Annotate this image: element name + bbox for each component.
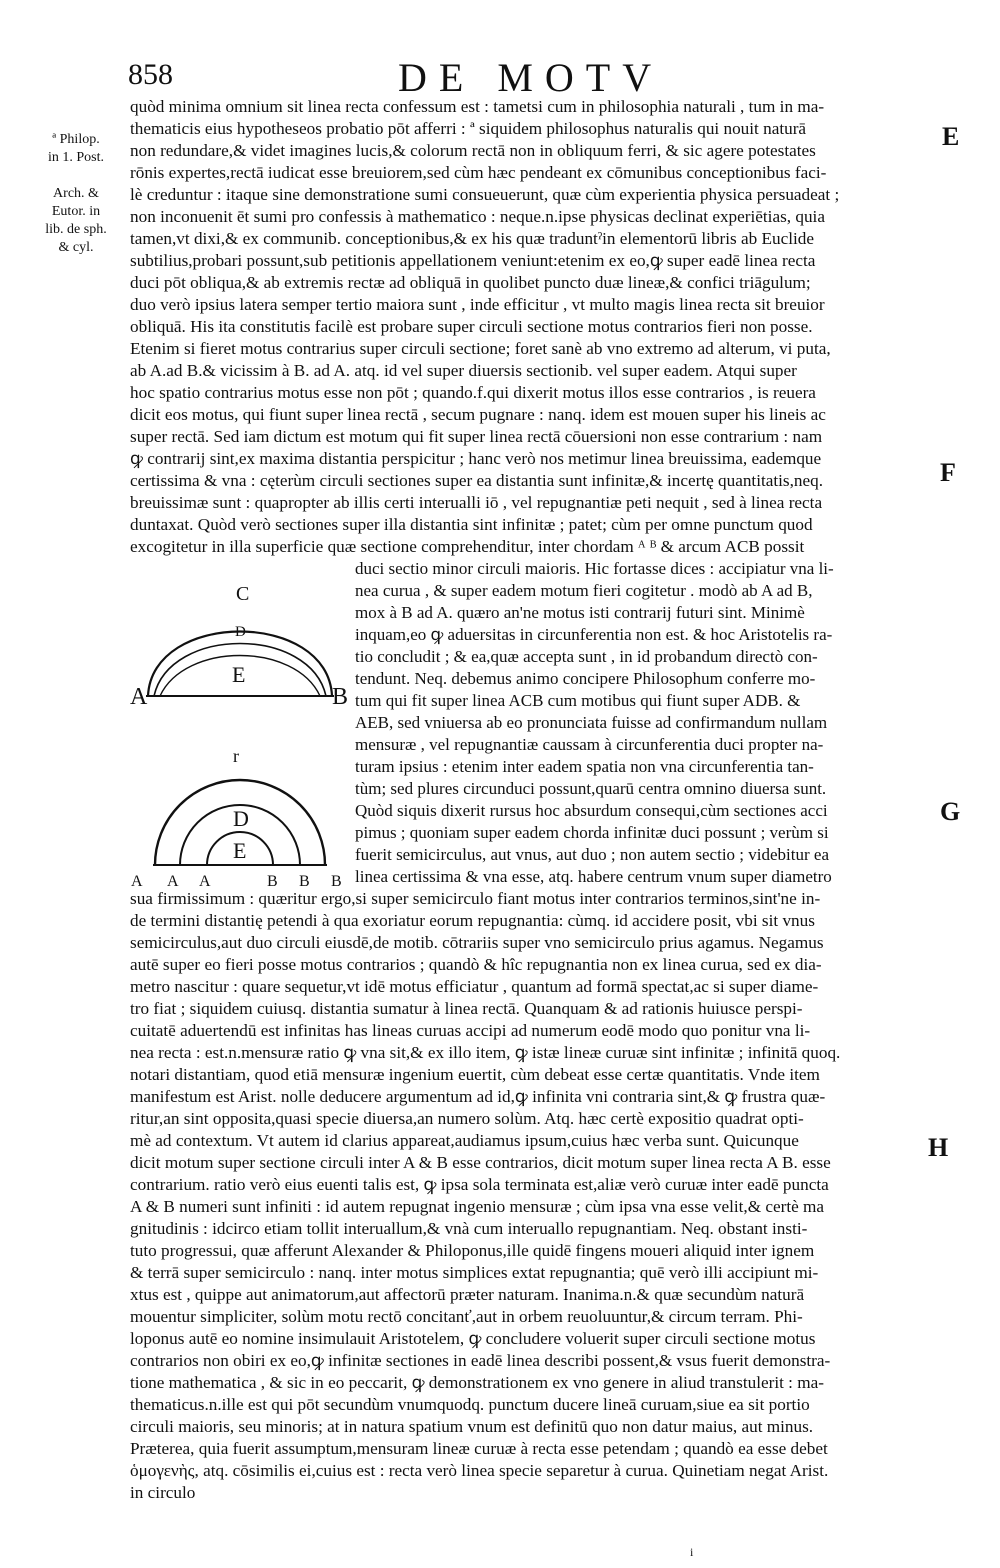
text-line: in circulo [130,1483,196,1502]
page-number: 858 [128,58,173,91]
text-line: A & B numeri sunt infiniti : id autem repugnat ingenio mensuræ ; cùm ipsa vna esse velit,& certè ma [130,1197,825,1216]
section-letter-h: H [928,1133,949,1162]
text-line: thematicis eius hypotheseos probatio pōt afferri : ª siquidem philosophus naturalis qui nouit naturā [130,119,807,138]
text-line: contrarium. ratio verò eius euenti talis est, ꝙ ipsa sola terminata est,aliæ verò curuæ inter eadē puncta [130,1175,829,1194]
figure-concentric-semicircles [125,740,355,890]
text-line: quòd minima omnium sit linea recta confessum est : tametsi cum in philosophia naturali , tum in ma- [130,97,825,116]
text-line: notari distantiam, quod etiā mensuræ ingenium euertit, cùm debeat esse certæ quantitatis. Vnde item [130,1065,820,1084]
text-line: nea curua , & super eadem motum fieri cogitetur . modò ab A ad B, [355,581,813,600]
margin-note-line: Eutor. in [51,204,101,219]
text-line: rōnis expertes,rectā iudicat esse breuiorem,sed cùm hæc pendeant ex cōmunibus conceptionibus faci- [130,163,827,182]
label-a: A [167,873,179,890]
label-c: C [236,583,250,605]
text-line: Etenim si fieret motus contrarius super circuli sectione; foret sanè ab vno extremo ad alterum, vi puta, [130,339,831,358]
text-line: AEB, sed vniuersa ab eo pronunciata fuisse ad confirmandum nullam [355,713,828,732]
text-line: metro nascitur : quare sequetur,vt idē motus efficiatur , quantum ad formā spectat,ac si super diame- [130,977,819,996]
text-line: excogitetur in illa superficie quæ sectione comprehenditur, inter chordam ᴬ ᴮ & arcum ACB possit [130,537,805,556]
text-line: cuitatē aduertendū est infinitas has lineas curuas accipi ad numerum eodē modo quo ponitur vna li- [130,1021,811,1040]
label-a: A [130,684,148,710]
text-line: xtus est , quippe aut animatorum,aut affectorū præter naturam. Inanima.n.& quæ secundùm naturā [130,1285,805,1304]
text-line: super rectā. Sed iam dictum est motum qui fit super linea rectā cōuersioni non esse contrarium : nam [130,427,823,446]
margin-note-line: in 1. Post. [47,150,104,165]
text-line: mensuræ , vel repugnantiæ caussam à circunferentia duci propter na- [355,735,824,754]
text-line: non redundare,& videt imagines lucis,& colorum rectā non in obliquum ferri, & sic agere potestates [130,141,816,160]
text-line: tendunt. Neq. debemus animo concipere Philosophum conferre mo- [355,669,816,688]
text-line: Præterea, quia fuerit assumptum,mensuram lineæ curuæ à recta esse petendam ; quandò ea esse debet [130,1439,828,1458]
text-line: inquam,eo ꝙ aduersitas in circunferentia non est. & hoc Aristotelis ra- [355,625,833,644]
text-line: tamen,vt dixi,& ex communib. conceptionibus,& ex his quæ traduntˀin elementorū libris ab Euclide [130,229,814,248]
text-line: certissima & vna : cęterùm circuli sectiones super ea distantia sunt infinitæ,& incertę quantitatis,neq. [130,471,824,490]
signature-mark: i [690,1545,694,1559]
text-line: nea recta : est.n.mensuræ ratio ꝙ vna sit,& ex illo item, ꝙ istæ lineæ curuæ sint infinitæ ; infinitā quoq. [130,1043,841,1062]
text-line: duo verò ipsius latera semper tertio maiora sunt , inde efficitur , vt multo magis linea recta sit breuior [130,295,825,314]
text-line: duci pōt obliqua,& ab extremis rectæ ad obliquā in quolibet puncto duæ lineæ,& confici triāgulum; [130,273,811,292]
text-line: tum qui fit super linea ACB cum motibus qui fiunt super ADB. & [355,691,801,710]
label-b: B [331,873,342,890]
text-line: sua firmissimum : quæritur ergo,si super semicirculo fiant motus inter contrarios terminos,sint'ne in- [130,889,821,908]
margin-note-philop [28,131,124,167]
section-letter-f: F [940,458,956,487]
label-e: E [232,662,246,687]
text-line: pimus ; quoniam super eadem chorda infinitæ duci possunt ; verùm si [355,823,829,842]
text-line: duci sectio minor circuli maioris. Hic fortasse dices : accipiatur vna li- [355,559,834,578]
text-line: mox à B ad A. quæro an'ne motus isti contrarij futuri sint. Minimè [355,603,805,622]
label-b: B [332,684,349,710]
text-line: ꝙ contrarij sint,ex maxima distantia perspicitur ; hanc verò nos metimur linea breuissima, eademque [130,449,822,468]
text-line: dicit motum super sectione circuli inter A & B esse contrarios, dicit motum super linea recta A B. esse [130,1153,831,1172]
text-line: tro fiat ; siquidem cuiusq. distantia sumatur à linea rectā. Quanquam & ad rationis huiusce perspi- [130,999,803,1018]
label-b: B [299,873,310,890]
text-line: linea certissima & vna esse, atq. habere centrum vnum super diametro [355,867,832,886]
margin-note-line: & cyl. [58,240,94,255]
text-line: tione mathematica , & sic in eo peccarit, ꝙ demonstrationem ex vno genere in aliud transtulerit : ma- [130,1373,824,1392]
text-line: subtilius,probari possunt,sub petitionis appellationem veniunt:etenim ex eo,ꝙ super eadē linea recta [130,251,816,270]
label-a: A [199,873,211,890]
text-line: loponus autē eo nomine insimulauit Aristotelem, ꝙ concludere voluerit super circuli sectione motus [130,1329,816,1348]
text-line: duntaxat. Quòd verò sectiones super illa distantia sint infinitæ ; patet; cùm per omne punctum quod [130,515,813,534]
text-line: thematicus.n.ille est qui pōt secundùm vnumquodq. punctum ducere lineā curuam,siue ea sit portio [130,1395,810,1414]
text-line: dicit eos motus, qui fiunt super linea rectā , secum pugnare : nanq. idem est mouen super his lineis ac [130,405,826,424]
text-line: ὁμογενὴς, atq. cōsimilis ei,cuius est : recta verò linea specie separetur à curua. Quinetiam negat Arist. [130,1461,829,1480]
text-line: de termini distantię petendi à qua exoriatur eorum repugnantia: cùmq. id accidere posit, vbi sit vnus [130,911,815,930]
text-line: tuto progressui, quæ afferunt Alexander & Philoponus,ille quidē fingens moueri aliquid inter ignem [130,1241,815,1260]
text-line: hoc spatio contrarius motus esse non pōt ; quando.f.qui dixerit motus illos esse contrarios , is reuera [130,383,816,402]
label-d: D [233,806,249,831]
text-line: contrarios non obiri ex eo,ꝙ infinitæ sectiones in eadē linea describi possent,& vsus fuerit demonstra- [130,1351,831,1370]
text-line: fuerit semicirculus, aut vnus, aut duo ; non autem sectio ; videbitur ea [355,845,829,864]
text-line: ritur,an sint opposita,quasi specie diuersa,an numero solùm. Atq. hæc certè expositio quadrat opti- [130,1109,804,1128]
margin-note-line: Arch. & [53,186,99,201]
text-line: gnitudinis : idcirco etiam tollit interuallum,& vnà cum interuallo repugnantiam. Neq. obstant insti- [130,1219,808,1238]
text-line: non inconuenit ēt sumi pro confessis à mathematico : neque.n.ipse physicas declinat experiētias, quia [130,207,825,226]
label-a: A [131,873,143,890]
text-line: & terrā super semicirculo : nanq. inter motus simplices extat repugnantia; quē verò illi accipiunt mi- [130,1263,819,1282]
text-line: breuissimæ sunt : quapropter ab illis certi interualli iō , vel repugnantiæ peti nequit , sed à linea recta [130,493,823,512]
text-line: mouentur simpliciter, solùm motu rectō concitanť,aut in orbem reuoluuntur,& circum terram. Phi- [130,1307,803,1326]
text-line: obliquā. His ita constitutis facilè est probare super circuli sectione motus contrarios fieri non posse. [130,317,813,336]
text-line: tùm; sed plures circunduci possunt,quarū centra omnino diuersa sunt. [355,779,827,798]
text-line: manifestum est Arist. nolle deducere argumentum ad id,ꝙ infinita vni contraria sint,& ꝙ frustra quæ- [130,1087,826,1106]
running-title: DE MOTV [398,55,664,100]
label-e: E [233,838,247,863]
label-b: B [267,873,278,890]
margin-note-line: lib. de sph. [45,222,107,237]
text-line: Quòd siquis dixerit rursus hoc absurdum consequi,cùm sectiones acci [355,801,828,820]
text-line: circuli maioris, seu minoris; at in natura spatium vnum est definitū quo non datur maius, aut minus. [130,1417,814,1436]
section-letter-e: E [942,122,960,151]
text-line: autē super eo fieri posse motus contrarios ; quandò & hîc repugnantia non ex linea curua, sed ex dia- [130,955,822,974]
text-line: ab A.ad B.& vicissim à B. ad A. atq. id vel super diuersis sectionib. vel super eadem. Atqui super [130,361,797,380]
label-d: D [235,624,246,640]
figure-arcs-on-chord [130,578,355,718]
text-line: lè creduntur : itaque sine demonstratione sumi consueuerunt, quæ cùm experientia physica persuadeat ; [130,185,840,204]
text-line: turam ipsius : etenim inter eadem spatia non vna circunferentia tan- [355,757,814,776]
text-line: tio concludit ; & ea,quæ accepta sunt , in id probandum directò con- [355,647,818,666]
section-letter-g: G [940,797,961,826]
label-r: r [233,746,239,766]
text-line: semicirculus,aut duo circuli eiusdē,de motib. cōtrariis super vno semicirculo prius agamus. Negamus [130,933,824,952]
margin-note-arch [28,185,124,257]
margin-note-line: ª Philop. [52,132,100,147]
text-line: mè ad contextum. Vt autem id clarius appareat,audiamus ipsum,cuius hæc verba sunt. Quicunque [130,1131,799,1150]
